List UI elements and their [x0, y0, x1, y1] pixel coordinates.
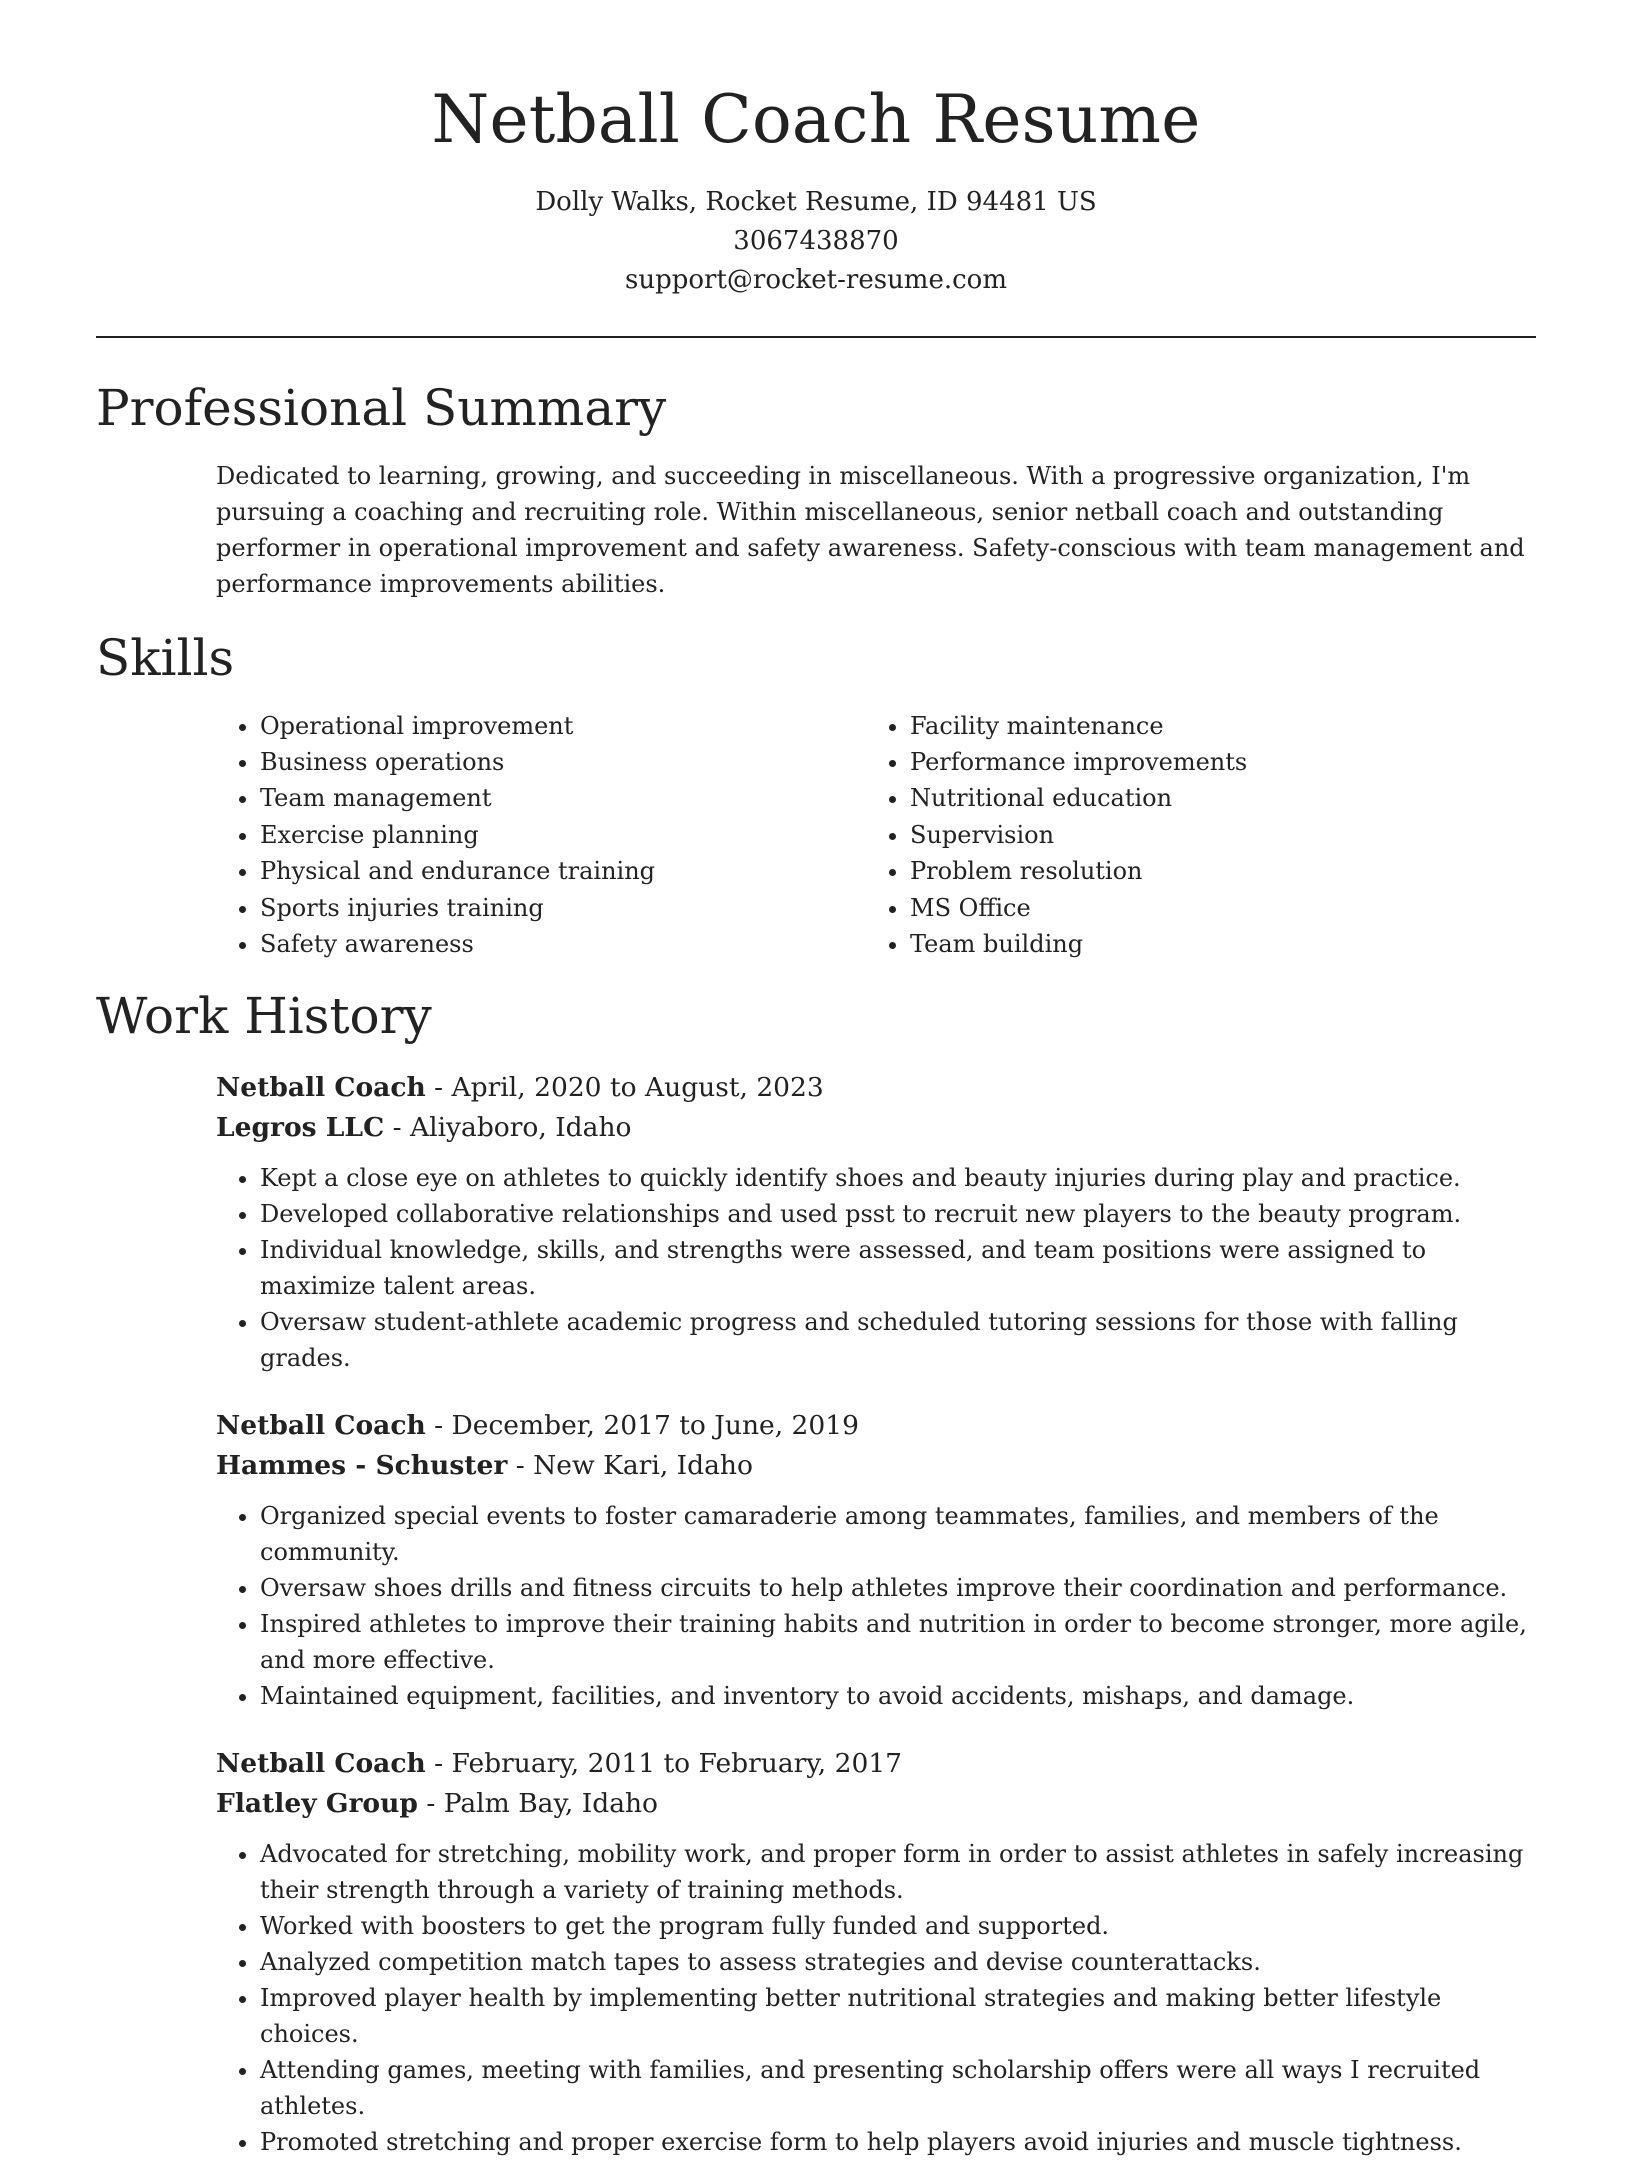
job-title: Netball Coach [216, 1072, 426, 1104]
skill-item: • Nutritional education [910, 780, 1516, 816]
job-bullet: • Inspired athletes to improve their training habits and nutrition in order to become stronger, more agile, and more effective. [260, 1606, 1536, 1678]
skill-item: • Facility maintenance [910, 708, 1516, 744]
job-dates: - February, 2011 to February, 2017 [425, 1748, 903, 1780]
skill-item: • Team building [910, 926, 1516, 962]
resume-title: Netball Coach Resume [431, 81, 1201, 158]
skill-item: • Business operations [260, 744, 866, 780]
job-bullets [216, 1160, 1536, 1376]
skills-section [96, 628, 1536, 963]
job-dates: - December, 2017 to June, 2019 [425, 1410, 859, 1442]
job-title: Netball Coach [216, 1410, 426, 1442]
skill-item: • Problem resolution [910, 853, 1516, 889]
job-dates: - April, 2020 to August, 2023 [425, 1072, 824, 1104]
job-bullet: • Attending games, meeting with families, and presenting scholarship offers were all ways I recruited athletes. [260, 2052, 1536, 2124]
summary-section [96, 378, 1536, 602]
job-bullet: • Promoted stretching and proper exercise form to help players avoid injuries and muscle tightness. [260, 2124, 1536, 2160]
contact-block [96, 183, 1536, 300]
job-location: - New Kari, Idaho [507, 1450, 753, 1482]
resume-header [96, 0, 1536, 300]
job-bullet: • Individual knowledge, skills, and strengths were assessed, and team positions were assigned to maximize talent areas. [260, 1232, 1536, 1304]
job-bullets [216, 1498, 1536, 1714]
contact-address: Dolly Walks, Rocket Resume, ID 94481 US [535, 186, 1097, 217]
job-company: Legros LLC [216, 1112, 385, 1144]
skill-item: • Team management [260, 780, 866, 816]
job-entry [216, 1744, 1536, 2160]
job-bullet: • Organized special events to foster camaraderie among teammates, families, and members of the community. [260, 1498, 1536, 1570]
work-history-section [96, 986, 1536, 2160]
job-bullet: • Analyzed competition match tapes to assess strategies and devise counterattacks. [260, 1944, 1536, 1980]
contact-email: support@rocket-resume.com [624, 264, 1007, 295]
job-title-line [216, 1406, 1536, 1446]
header-divider [96, 336, 1536, 338]
skill-item: • Supervision [910, 817, 1516, 853]
job-company: Flatley Group [216, 1788, 418, 1820]
skills-grid [96, 708, 1536, 963]
job-bullet: • Advocated for stretching, mobility work, and proper form in order to assist athletes in safely increasing their strength through a variety of training methods. [260, 1836, 1536, 1908]
job-bullets [216, 1836, 1536, 2160]
job-bullet: • Oversaw student-athlete academic progress and scheduled tutoring sessions for those with falling grades. [260, 1304, 1536, 1376]
job-company-line [216, 1446, 1536, 1486]
skill-item: • Sports injuries training [260, 890, 866, 926]
job-bullet: • Improved player health by implementing better nutritional strategies and making better lifestyle choices. [260, 1980, 1536, 2052]
skill-item: • Operational improvement [260, 708, 866, 744]
job-entry [216, 1068, 1536, 1376]
skills-heading: Skills [96, 628, 235, 687]
job-company: Hammes - Schuster [216, 1450, 508, 1482]
job-company-line [216, 1784, 1536, 1824]
contact-phone: 3067438870 [733, 225, 899, 256]
job-location: - Palm Bay, Idaho [417, 1788, 659, 1820]
job-title-line [216, 1744, 1536, 1784]
job-bullet: • Oversaw shoes drills and fitness circuits to help athletes improve their coordination and performance. [260, 1570, 1536, 1606]
skill-item: • MS Office [910, 890, 1516, 926]
job-bullet: • Kept a close eye on athletes to quickly identify shoes and beauty injuries during play and practice. [260, 1160, 1536, 1196]
skill-item: • Performance improvements [910, 744, 1516, 780]
job-bullet: • Worked with boosters to get the program fully funded and supported. [260, 1908, 1536, 1944]
job-bullet: • Maintained equipment, facilities, and inventory to avoid accidents, mishaps, and damage. [260, 1678, 1536, 1714]
skill-item: • Exercise planning [260, 817, 866, 853]
job-title: Netball Coach [216, 1748, 426, 1780]
job-bullet: • Developed collaborative relationships and used psst to recruit new players to the beauty program. [260, 1196, 1536, 1232]
skills-column-right [866, 708, 1516, 963]
skill-item: • Safety awareness [260, 926, 866, 962]
job-company-line [216, 1108, 1536, 1148]
summary-text: Dedicated to learning, growing, and succeeding in miscellaneous. With a progressive organization, I'm pursuing a coaching and recruiting role. Within miscellaneous, senior netball coach and outstanding performer in operational improvement and safety awareness. Safety-conscious with team management and performance improvements abilities. [216, 461, 1525, 598]
job-entry [216, 1406, 1536, 1714]
job-location: - Aliyaboro, Idaho [384, 1112, 632, 1144]
skills-column-left [216, 708, 866, 963]
work-history-heading: Work History [96, 987, 432, 1046]
summary-heading: Professional Summary [96, 378, 667, 437]
skill-item: • Physical and endurance training [260, 853, 866, 889]
job-title-line [216, 1068, 1536, 1108]
